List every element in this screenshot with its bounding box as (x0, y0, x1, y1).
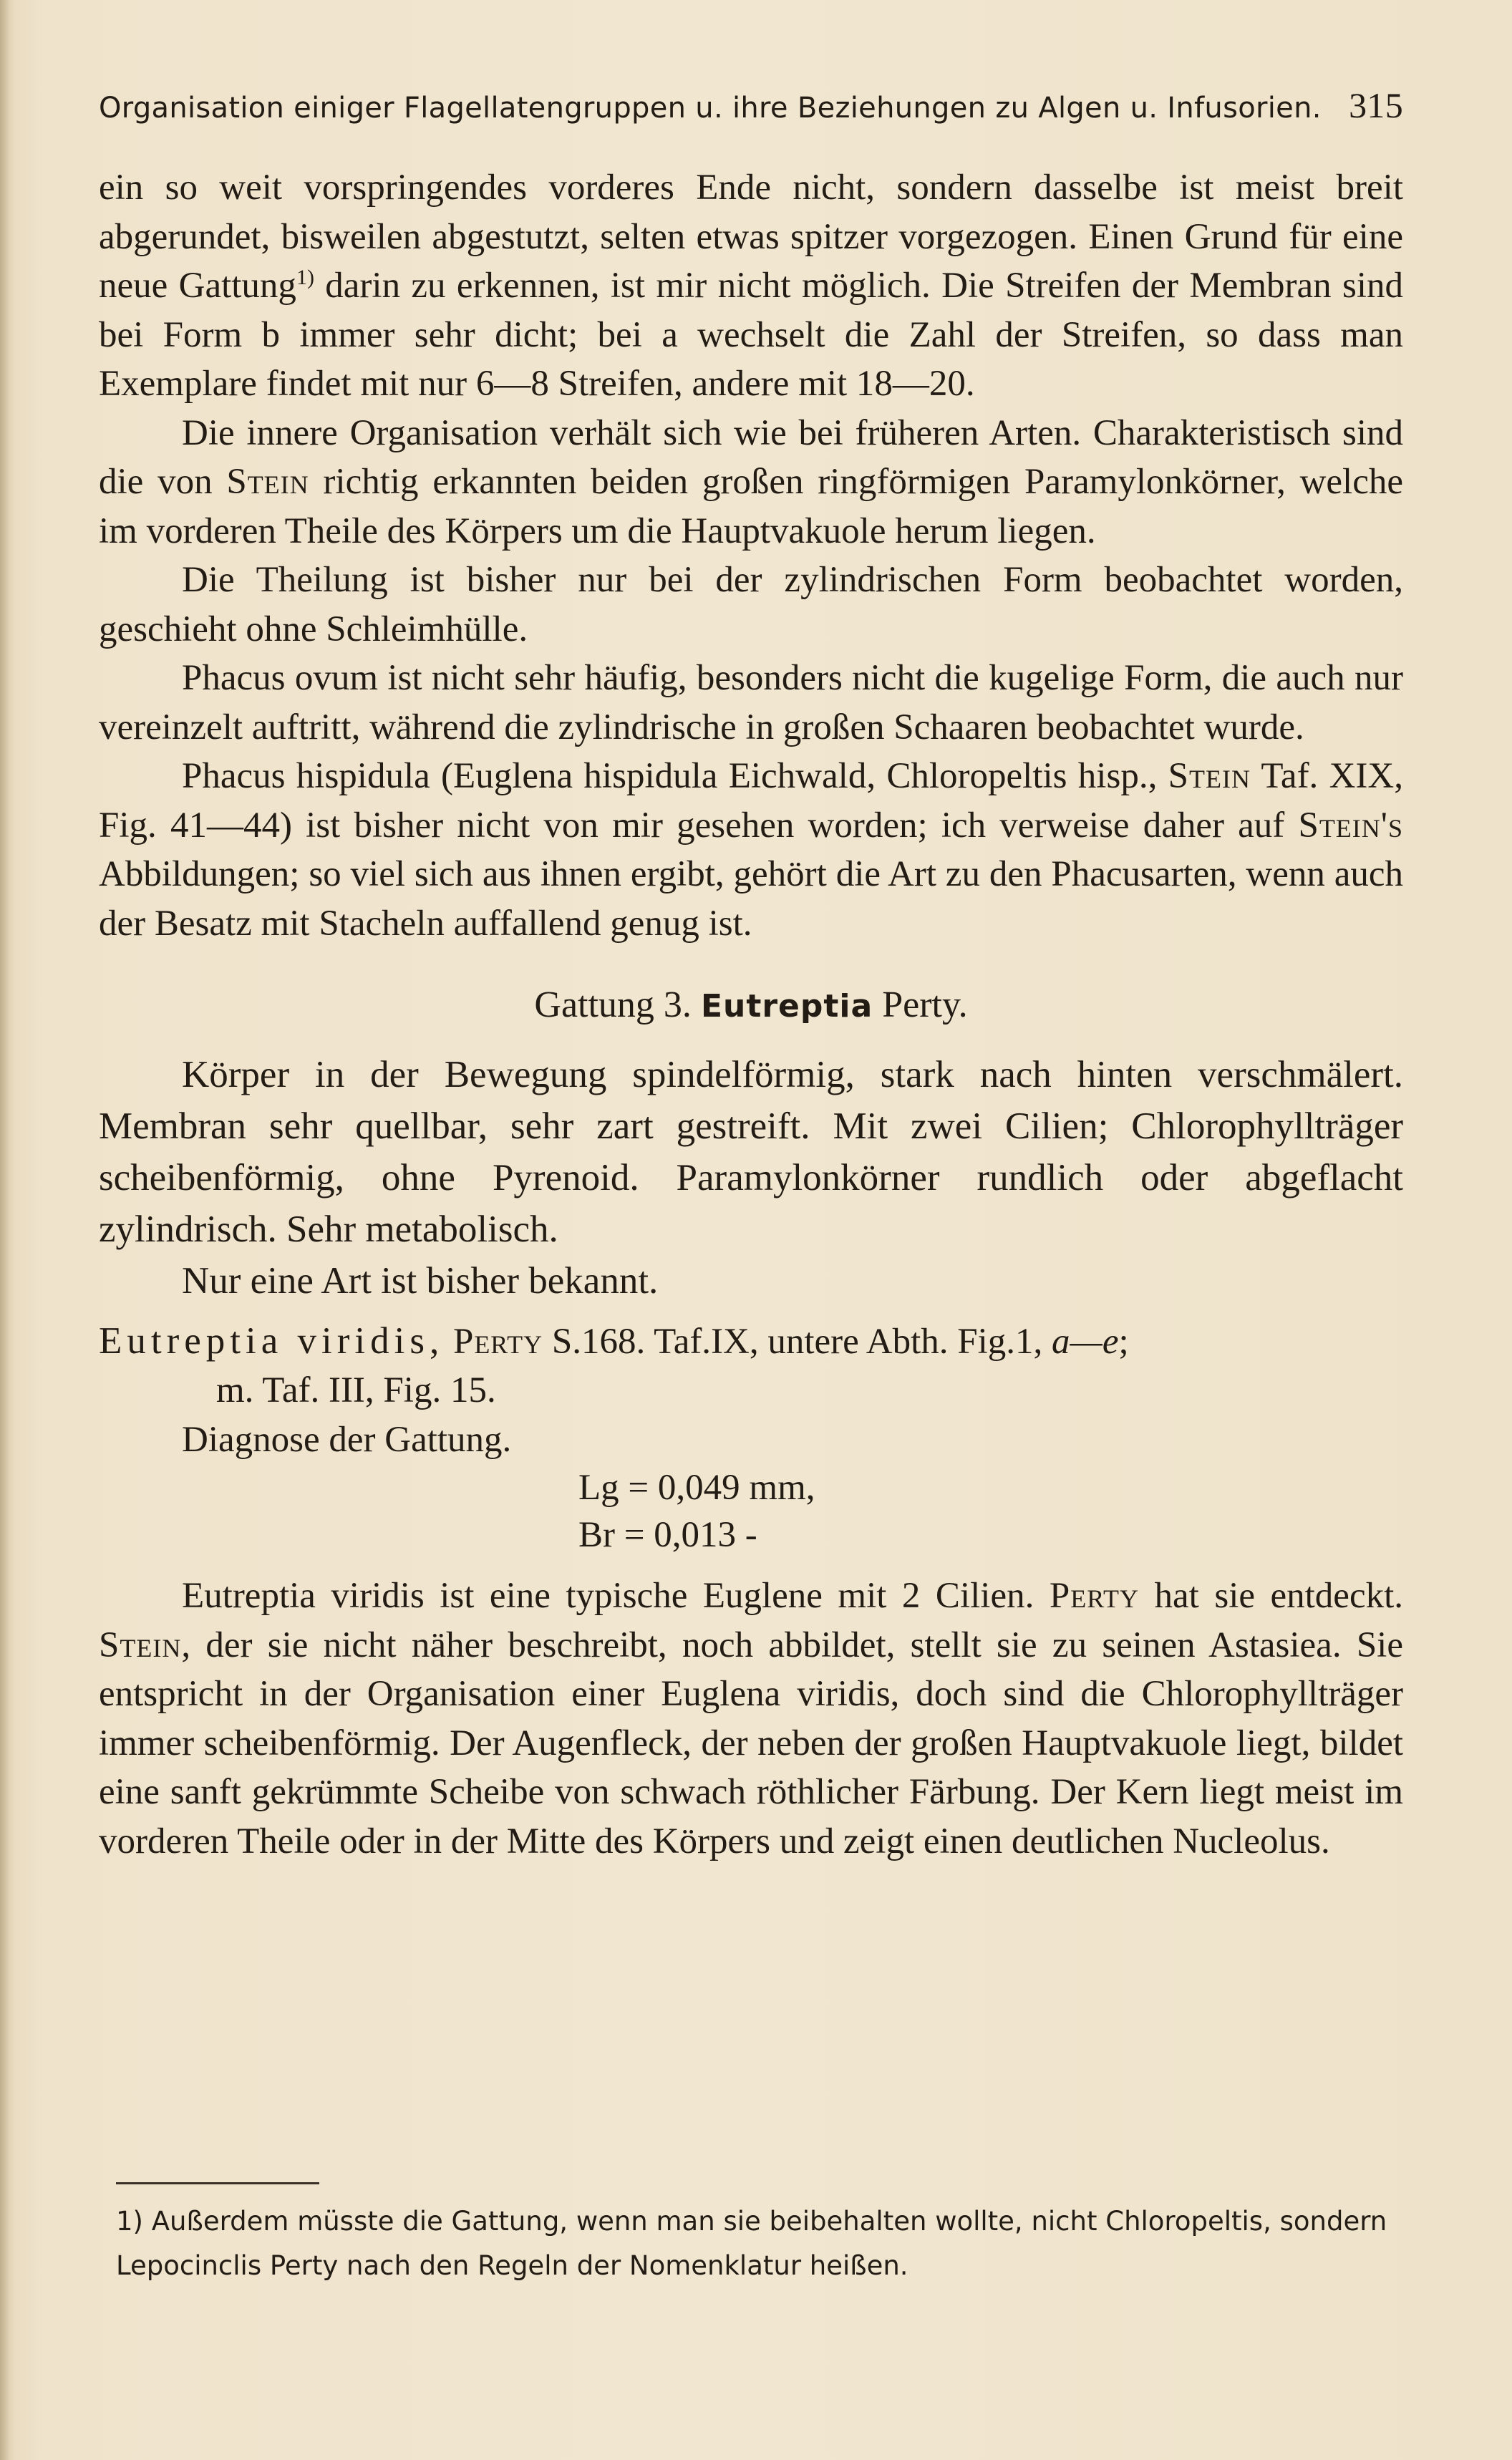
paragraph-8-text-a: Eutreptia viridis ist eine typische Euglene mit 2 Cilien. (182, 1576, 1050, 1616)
author-name-steins: Stein's (1298, 805, 1403, 846)
footnote (116, 2199, 1403, 2288)
paragraph-5-text-c: Abbildungen; so viel sich aus ihnen ergibt, gehört die Art zu den Phacusarten, wenn auch der Besatz mit Stacheln auffallend genug ist. (99, 854, 1403, 944)
heading-genus: Eutreptia (700, 988, 873, 1025)
author-name-perty: Perty (1049, 1576, 1140, 1616)
paragraph-5 (99, 752, 1403, 948)
author-name-stein: Stein (99, 1624, 182, 1665)
paragraph-3: Die Theilung ist bisher nur bei der zylindrischen Form beobachtet worden, geschieht ohne Schleimhülle. (99, 560, 1403, 649)
paragraph-8-text-c: , der sie nicht näher beschreibt, noch abbildet, stellt sie zu seinen Astasiea. Sie entspricht in der Organisation einer Euglena viridis, doch sind die Chlorophyllträger immer scheibenförmig. Der Augenfleck, der neben der großen Hauptvakuole liegt, bildet eine sanft gekrümmte Scheibe von schwach röthlicher Färbung. Der Kern liegt meist im vorderen Theile oder in der Mitte des Körpers und zeigt einen deutlichen Nucleolus. (99, 1624, 1403, 1861)
page-spine (0, 0, 10, 2460)
measurement-length: Lg = 0,049 mm, (578, 1468, 815, 1508)
paragraph-7: Nur eine Art ist bisher bekannt. (182, 1259, 659, 1302)
paragraph-6: Körper in der Bewegung spindelförmig, stark nach hinten verschmälert. Membran sehr quellbar, sehr zart gestreift. Mit zwei Cilien; Chlorophyllträger scheibenförmig, ohne Pyrenoid. Paramylonkörner rundlich oder abgeflacht zylindrisch. Sehr metabolisch. (99, 1053, 1403, 1250)
footnote-reference: 1) (296, 266, 314, 289)
species-line-2: m. Taf. III, Fig. 15. (216, 1370, 496, 1410)
species-reference-end: ; (1118, 1321, 1129, 1362)
figure-range: a—e (1052, 1321, 1119, 1362)
paragraph-8-text-b: hat sie entdeckt. (1139, 1576, 1403, 1616)
measurement-breadth: Br = 0,013 - (578, 1515, 757, 1555)
paragraph-2 (99, 409, 1403, 556)
paragraph-5-text-a: Phacus hispidula (Euglena hispidula Eichwald, Chloropeltis hisp., (182, 756, 1168, 796)
paragraph-1-text-b: darin zu erkennen, ist mir nicht möglich. Die Streifen der Membran sind bei Form b immer sehr dicht; bei a wechselt die Zahl der Streifen, so dass man Exemplare findet mit nur 6—8 Streifen, andere mit 18—20. (99, 266, 1404, 404)
paragraph-2-text-b: richtig erkannten beiden großen ringförmigen Paramylonkörner, welche im vorderen Theile des Körpers um die Hauptvakuole herum liegen. (99, 462, 1403, 551)
paragraph-4: Phacus ovum ist nicht sehr häufig, besonders nicht die kugelige Form, die auch nur vereinzelt auftritt, während die zylindrische in großen Schaaren beobachtet wurde. (99, 658, 1403, 747)
heading-prefix: Gattung 3. (534, 984, 692, 1025)
page-number: 315 (1349, 85, 1403, 125)
footnote-text: Außerdem müsste die Gattung, wenn man sie beibehalten wollte, nicht Chloropeltis, sondern Lepocinclis Perty nach den Regeln der Nomenklatur heißen. (116, 2206, 1387, 2281)
heading-author: Perty. (882, 984, 968, 1025)
species-author: Perty (452, 1321, 543, 1362)
paragraph-8 (99, 1572, 1403, 1866)
main-text (99, 163, 1403, 1866)
author-name-stein: Stein (226, 462, 309, 502)
genus-diagnosis (99, 1049, 1403, 1307)
species-entry (99, 1317, 1403, 1559)
species-line-1 (99, 1317, 1403, 1367)
paragraph-2-text-a: Die innere Organisation verhält sich wie bei früheren Arten. Charakteristisch sind die von (99, 412, 1403, 502)
diagnose-label: Diagnose der Gattung. (182, 1419, 512, 1460)
running-header (99, 84, 1403, 126)
author-name-stein: Stein (1168, 756, 1251, 796)
running-title: Organisation einiger Flagellatengruppen u. ihre Beziehungen zu Algen u. Infusorien. (99, 92, 1322, 125)
species-reference: S.168. Taf.IX, untere Abth. Fig.1, (543, 1321, 1052, 1362)
section-heading (99, 981, 1403, 1032)
paragraph-5-text-b: Taf. XIX, Fig. 41—44) ist bisher nicht von mir gesehen worden; ich verweise daher auf (99, 756, 1403, 846)
species-name: Eutreptia viridis, (99, 1319, 445, 1362)
paragraph-1-text-a: ein so weit vorspringendes vorderes Ende nicht, sondern dasselbe ist meist breit abgerundet, bisweilen abgestutzt, selten etwas spitzer vorgezogen. Einen Grund für eine neue Gattung (99, 168, 1403, 306)
footnote-divider (116, 2182, 319, 2184)
paragraph-1 (99, 163, 1403, 409)
footnote-mark: 1) (116, 2206, 143, 2237)
